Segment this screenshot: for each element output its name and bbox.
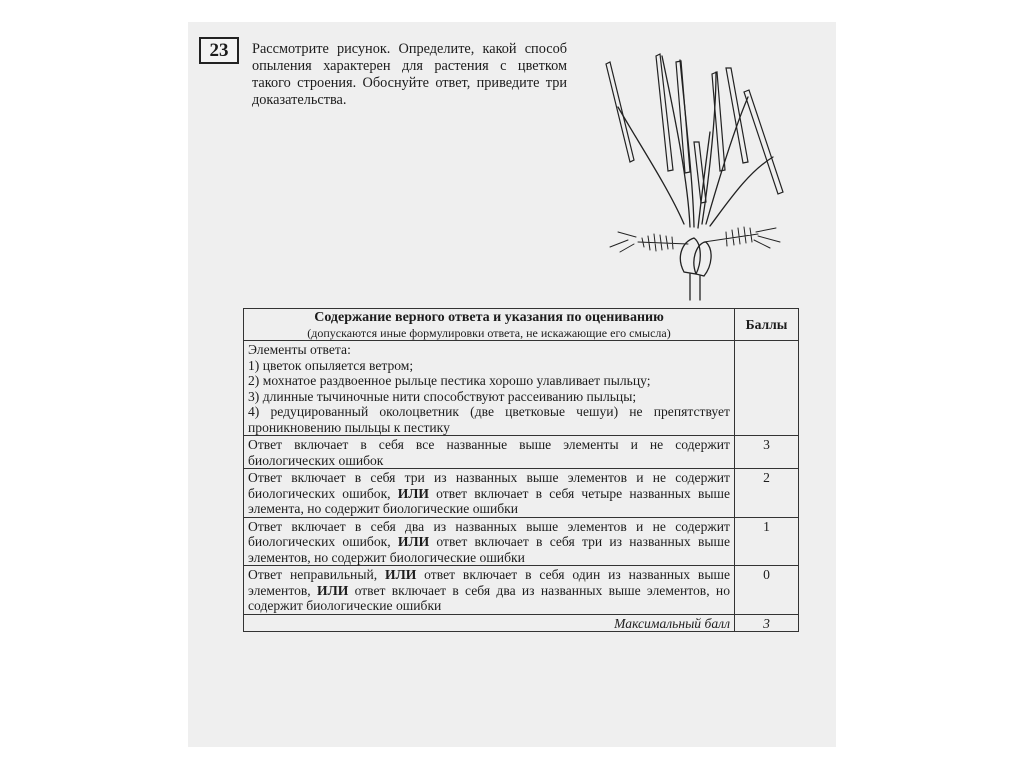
grass-flower-illustration <box>598 52 790 302</box>
criterion-points: 0 <box>735 566 799 615</box>
max-score-value: 3 <box>735 614 799 632</box>
criterion-points: 1 <box>735 517 799 566</box>
criterion-text: Ответ неправильный, ИЛИ ответ включает в себя один из названных выше элементов, ИЛИ ответ включает в себя два из названных выше элементов, но содержит биологические ошибки <box>244 566 735 615</box>
criterion-row <box>244 436 799 469</box>
criterion-points: 3 <box>735 436 799 469</box>
scoring-table <box>243 308 799 632</box>
header-subtitle: (допускаются иные формулировки ответа, не искажающие его смысла) <box>307 326 671 340</box>
answer-element: 4) редуцированный околоцветник (две цветковые чешуи) не препятствует проникновению пыльцы к пестику <box>248 404 730 435</box>
task-number: 23 <box>199 37 239 64</box>
elements-title: Элементы ответа: <box>248 342 351 357</box>
empty-points-cell <box>735 341 799 436</box>
answer-element: 2) мохнатое раздвоенное рыльце пестика хорошо улавливает пыльцу; <box>248 373 651 388</box>
criterion-row <box>244 566 799 615</box>
criterion-row <box>244 469 799 518</box>
or-keyword: ИЛИ <box>397 485 430 501</box>
or-keyword: ИЛИ <box>385 567 417 582</box>
criterion-row <box>244 517 799 566</box>
answer-element: 3) длинные тычиночные нити способствуют рассеиванию пыльцы; <box>248 388 637 404</box>
header-content-cell <box>244 309 735 341</box>
max-score-row <box>244 614 799 632</box>
criterion-points: 2 <box>735 469 799 518</box>
table-header-row <box>244 309 799 341</box>
flower-scales <box>680 238 711 300</box>
anthers <box>606 54 783 203</box>
criterion-text: Ответ включает в себя три из названных выше элементов и не содержит биологических ошибок, ИЛИ ответ включает в себя четыре названных выше элемента, но содержит биологические ошибки <box>244 469 735 518</box>
answer-element: 1) цветок опыляется ветром; <box>248 357 414 373</box>
max-score-label: Максимальный балл <box>244 614 735 632</box>
header-title: Содержание верного ответа и указания по оцениванию <box>314 310 664 325</box>
criterion-text: Ответ включает в себя все названные выше элементы и не содержит биологических ошибок <box>244 436 735 469</box>
criterion-text: Ответ включает в себя два из названных выше элементов и не содержит биологических ошибок, ИЛИ ответ включает в себя три из названных выше элементов, но содержит биологические ошибки <box>244 517 735 566</box>
header-points-cell: Баллы <box>735 309 799 341</box>
or-keyword: ИЛИ <box>317 582 349 598</box>
task-question: Рассмотрите рисунок. Определите, какой способ опыления характерен для растения с цветком такого строения. Обоснуйте ответ, приведите три доказательства. <box>252 41 567 108</box>
answer-elements-row <box>244 341 799 436</box>
or-keyword: ИЛИ <box>397 534 430 549</box>
answer-elements-cell <box>244 341 735 436</box>
